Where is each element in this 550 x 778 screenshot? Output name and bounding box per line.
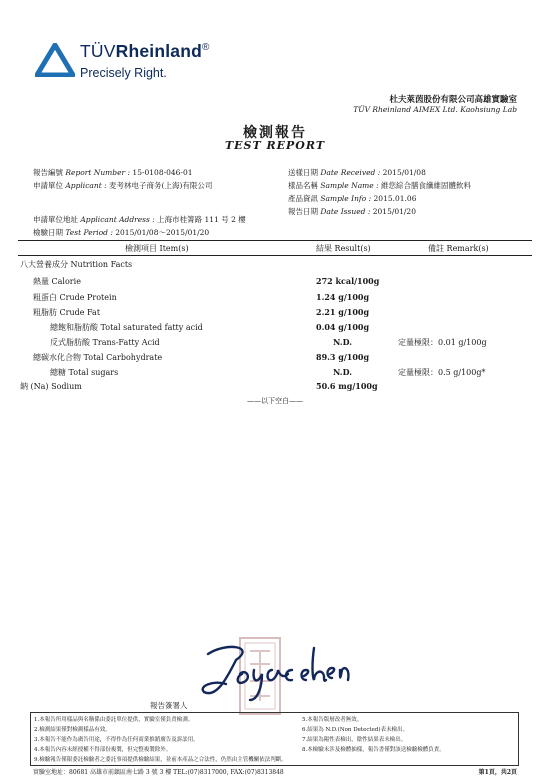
test-period-field: 檢驗日期 Test Period : 2015/01/08～2015/01/20	[33, 228, 210, 237]
table-row-result: N.D.	[333, 337, 353, 347]
sample-name-field: 樣品名稱 Sample Name : 維您綜合膳食纖維固體飲料	[288, 181, 472, 190]
header-remark: 備註 Remark(s)	[428, 244, 489, 253]
signature-icon	[196, 640, 356, 702]
table-row-item: 熱量 Calorie	[33, 277, 81, 286]
footer-lab-address: 實驗室地址：80681 高雄市前鎮區南七路 3 號 3 樓 TEL:(07)8317000, FAX:(07)8313848	[33, 769, 284, 776]
header-result: 結果 Result(s)	[316, 244, 371, 253]
table-row-item: 鈉 (Na) Sodium	[20, 382, 82, 391]
date-received-field: 送樣日期 Date Received : 2015/01/08	[288, 168, 426, 177]
report-number-field: 報告編號 Report Number : 15-0108-046-01	[33, 168, 193, 177]
table-row-result: 1.24 g/100g	[316, 292, 370, 302]
table-row-item: 粗脂肪 Crude Fat	[33, 308, 101, 317]
table-row-remark: 定量極限：0.5 g/100g*	[398, 368, 486, 377]
table-top-rule	[18, 240, 532, 241]
lab-name-cn: 杜夫萊茵股份有限公司高雄實驗室	[389, 95, 517, 105]
applicant-field: 申請單位 Applicant : 麦考林电子商务(上海)有限公司	[33, 181, 213, 190]
table-row-item: 粗蛋白 Crude Protein	[33, 293, 117, 302]
date-issued-field: 報告日期 Date Issued : 2015/01/20	[288, 207, 416, 216]
table-row-result: 0.04 g/100g	[316, 322, 370, 332]
applicant-address-field: 申請單位地址 Applicant Address : 上海市桂箐路 111 号 2 樓	[33, 215, 246, 224]
brand-name: TÜVRheinland®	[80, 41, 210, 61]
tuv-triangle-logo-icon	[35, 43, 75, 77]
table-row-item: 總碳水化合物 Total Carbohydrate	[33, 353, 163, 362]
table-header-rule	[18, 255, 532, 256]
note-item: 4.本報告內容未經授權不得部份複製，但完整複製除外。	[34, 747, 172, 753]
note-item: 8.本檢驗未涉及檢體抽樣，報告書僅對該送檢驗檢體負責。	[302, 747, 445, 753]
table-row-result: N.D.	[333, 367, 353, 377]
lab-name-en: TÜV Rheinland AIMEX Ltd. Kaohsiung Lab	[353, 105, 517, 114]
report-title-cn: 檢測報告	[243, 125, 307, 141]
note-item: 6.結果為 N.D.(Non Detected)表未檢出。	[302, 727, 409, 733]
note-item: 9.檢驗報告僅限委託檢驗者之委託事項提供檢驗結果，並前本產品之合法性，仍然由主管機關依法判斷。	[34, 757, 287, 763]
table-row-result: 89.3 g/100g	[316, 352, 370, 362]
note-item: 7.結果為陽性表檢出，陰性結果表未檢出。	[302, 737, 407, 743]
table-row-result: 50.6 mg/100g	[316, 381, 378, 391]
sample-info-field: 產品資訊 Sample Info : 2015.01.06	[288, 194, 417, 203]
signatory-label: 報告簽署人	[150, 701, 188, 710]
header-item: 檢測項目 Item(s)	[125, 244, 189, 253]
footer-page-number: 第1頁，共2頁	[478, 769, 517, 776]
note-item: 3.本報告不能作為廣告用途，不得作為任何商業推銷廣告及訴訟用。	[34, 737, 199, 743]
table-row-item: 總糖 Total sugars	[50, 368, 119, 377]
report-title-en: TEST REPORT	[224, 139, 326, 152]
table-row-item: 八大營養成分 Nutrition Facts	[20, 260, 133, 269]
table-row-remark: 定量極限：0.01 g/100g	[398, 338, 487, 347]
end-of-table-marker: ——以下空白——	[247, 397, 303, 405]
brand-tagline: Precisely Right.	[80, 66, 167, 80]
table-row-result: 272 kcal/100g	[316, 276, 380, 286]
note-item: 1.本報告所用樣品與名稱係由委託單位提供，實驗室僅負責檢測。	[34, 717, 194, 723]
note-item: 5.本報告版層改者無效。	[302, 717, 363, 723]
note-item: 2.檢測結果僅對檢測樣品有效。	[34, 727, 111, 733]
table-row-item: 反式脂肪酸 Trans-Fatty Acid	[50, 338, 160, 347]
table-row-item: 總飽和脂肪酸 Total saturated fatty acid	[50, 323, 203, 332]
table-row-result: 2.21 g/100g	[316, 307, 370, 317]
